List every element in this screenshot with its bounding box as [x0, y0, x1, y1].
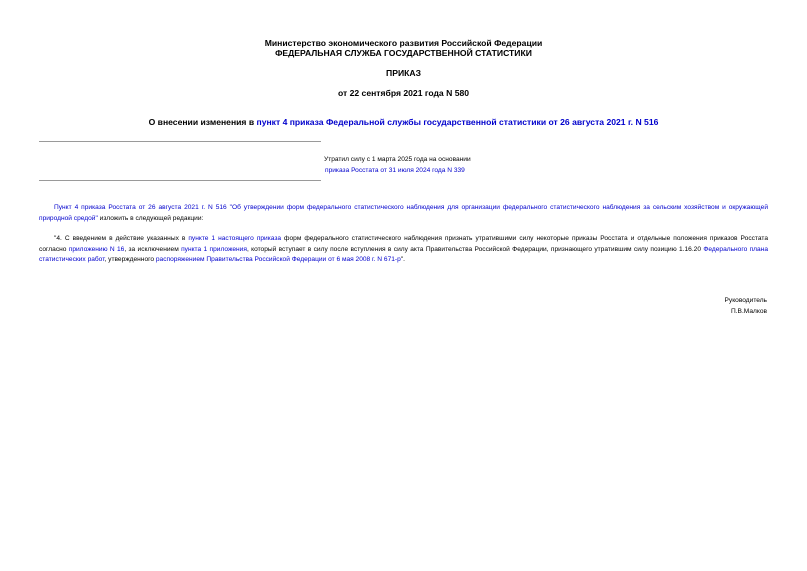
document-date-number: от 22 сентября 2021 года N 580	[337, 88, 470, 98]
paragraph-2	[39, 234, 768, 266]
document-type: ПРИКАЗ	[386, 68, 421, 78]
para2-text-3: , за исключением	[124, 245, 182, 253]
para2-text-2: форм федерального статистического наблюдения признать утратившими силу некоторые приказы Росстата и отдельные положения приказов Росстата согласно	[39, 235, 768, 253]
notice-text: Утратил силу с 1 марта 2025 года на основании	[324, 156, 471, 163]
para2-link-1[interactable]: пункте 1 настоящего приказа	[188, 235, 282, 242]
para1-link[interactable]: Пункт 4 приказа Росстата от 26 августа 2021 г. N 516 "Об утверждении форм федерального статистического наблюдения для организации федерального статистического наблюдения за сельским хозяйством и окружающей природной средой"	[39, 204, 768, 222]
divider-bottom	[39, 180, 321, 181]
para2-text-5: , утвержденного	[104, 256, 156, 263]
para2-text-6: ".	[400, 256, 405, 263]
divider-top	[39, 141, 321, 142]
ministry-name: Министерство экономического развития Российской Федерации	[264, 38, 543, 48]
para2-link-5[interactable]: распоряжением Правительства Российской Федерации от 6 мая 2008 г. N 671-р	[155, 256, 401, 263]
para2-link-2[interactable]: приложению N 16	[68, 245, 125, 253]
title-prefix: О внесении изменения в	[148, 117, 257, 127]
para1-text: изложить в следующей редакции:	[97, 214, 204, 222]
signature-role: Руководитель	[724, 297, 767, 304]
para2-text-1: "4. С введением в действие указанных в	[54, 235, 189, 242]
para2-link-3[interactable]: пункта 1 приложения	[181, 245, 247, 253]
service-name: ФЕДЕРАЛЬНАЯ СЛУЖБА ГОСУДАРСТВЕННОЙ СТАТИСТИКИ	[275, 48, 532, 58]
notice-link[interactable]: приказа Росстата от 31 июля 2024 года N 339	[325, 167, 465, 174]
document-header	[0, 38, 807, 58]
paragraph-1	[39, 203, 768, 224]
title-link[interactable]: пункт 4 приказа Федеральной службы государственной статистики от 26 августа 2021 г. N 516	[256, 117, 659, 127]
para2-text-4: , который вступает в силу после вступления в силу акта Правительства Российской Федерации, признающего утратившим силу позицию 1.16.20	[246, 245, 704, 253]
signature-name: П.В.Малков	[730, 307, 767, 315]
status-notice	[324, 154, 471, 176]
para2-link-4[interactable]: Федерального плана статистических работ	[39, 245, 768, 263]
document-title	[0, 117, 807, 127]
signature-block	[725, 296, 767, 317]
